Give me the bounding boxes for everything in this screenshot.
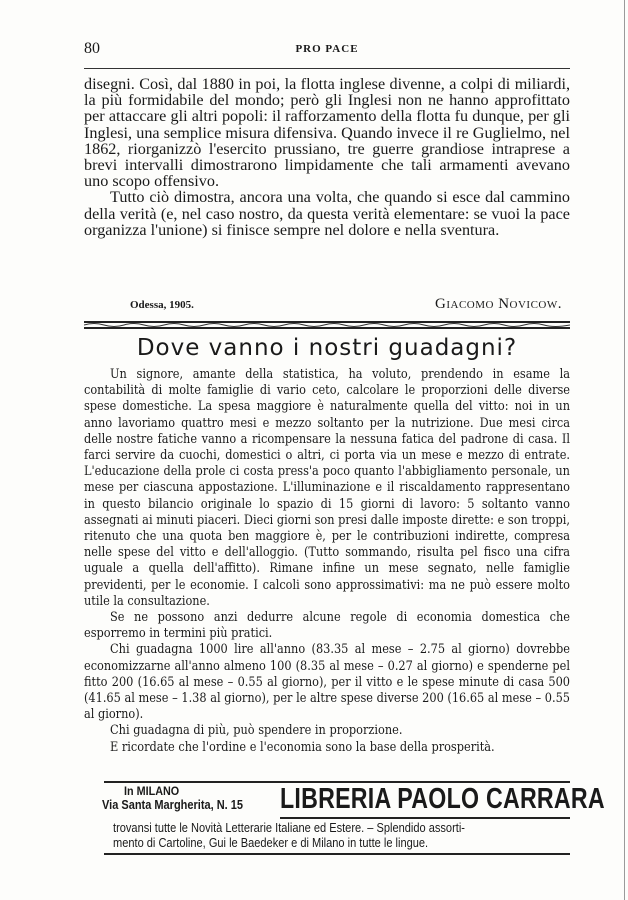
- paragraph: Tutto ciò dimostra, ancora una volta, che quando si esce dal cammino della verità (e, nel caso nostro, da questa verità elementare: se vuoi la pace organizza l'unione) si finisce sempre nel dolore e nella sventura.: [84, 188, 570, 239]
- ad-description-line: mento di Cartoline, Gui le Baedeker e di Milano in tutte le lingue.: [113, 835, 429, 850]
- page-edge-line: [624, 0, 625, 900]
- paragraph: Chi guadagna 1000 lire all'anno (83.35 al mese – 2.75 al giorno) dovrebbe economizzarne all'anno almeno 100 (8.35 al mese – 0.27 al giorno) e spenderne pel fitto 200 (16.65 al mese – 0.55 al giorno), per il vitto e le spese minute di casa 500 (41.65 al mese – 1.38 al giorno), per le altre spese diverse 200 (16.65 al mese – 0.55 al giorno).: [84, 641, 570, 722]
- article-title: Dove vanno i nostri guadagni?: [136, 335, 518, 361]
- signature: [84, 296, 570, 314]
- divider-line-bottom: [84, 327, 570, 329]
- ad-shop-underline: [280, 817, 570, 819]
- page-number: 80: [84, 40, 100, 57]
- running-header: [84, 40, 570, 62]
- place-date: Odessa, 1905.: [130, 299, 194, 311]
- ad-address: Via Santa Margherita, N. 15: [102, 798, 244, 812]
- paragraph: Chi guadagna di più, può spendere in proporzione.: [110, 722, 403, 738]
- header-rule: [84, 68, 570, 69]
- ad-shop-name: LIBRERIA PAOLO CARRARA: [280, 783, 605, 815]
- article-continuation: [84, 76, 570, 238]
- article-body: [84, 366, 570, 755]
- paragraph: Se ne possono anzi dedurre alcune regole di economia domestica che esporremo in termini più pratici.: [84, 609, 570, 641]
- paragraph: Un signore, amante della statistica, ha voluto, prendendo in esame la contabilità di molte famiglie di vario ceto, calcolare le proporzioni delle diverse spese domestiche. La spesa maggiore è naturalmente quella del vitto: noi in un anno lavoriamo quattro mesi e mezzo soltanto per la nutrizione. Due mesi circa delle nostre fatiche vanno a ricompensare la nessuna fatica del padrone di casa. Il farci servire da cuochi, domestici o altri, ci porta via un mese e mezzo di entrate. L'educazione della prole ci costa press'a poco quanto l'abbigliamento personale, un mese per ciascuna appostazione. L'illuminazione e il riscaldamento rappresentano in questo bilancio originale lo spazio di 15 giorni di lavoro: 5 soltanto vanno assegnati ai minuti piaceri. Dieci giorni son presi dalle imposte dirette: e son troppi, ritenuto che una quota ben maggiore è, per le contribuzioni indirette, compresa nelle spese del vitto e dell'alloggio. (Tutto sommando, risulta pel fisco una cifra uguale a quella dell'affitto). Rimane infine un mese segnato, nelle famiglie previdenti, per le economie. I calcoli sono approssimativi: ma ne può essere molto utile la consultazione.: [84, 366, 570, 608]
- ad-city: In MILANO: [124, 784, 180, 798]
- ad-description-line: trovansi tutte le Novità Letterarie Italiane ed Estere. – Splendido assorti-: [113, 820, 465, 835]
- paragraph: disegni. Così, dal 1880 in poi, la flotta inglese divenne, a colpi di miliardi, la più formidabile del mondo; però gli Inglesi non ne hanno approfittato per attaccare gli altri popoli: il rafforzamento della flotta fu dunque, per gli Inglesi, una semplice misura difensiva. Quando invece il re Guglielmo, nel 1862, riorganizzò l'esercito prussiano, tre guerre grandiose intraprese a brevi intervalli dimostrarono limpidamente che tali armamenti avevano uno scopo offensivo.: [84, 75, 570, 191]
- paragraph: E ricordate che l'ordine e l'economia sono la base della prosperità.: [110, 738, 495, 754]
- author-name: Giacomo Novicow.: [435, 296, 562, 312]
- section-divider: [84, 321, 570, 329]
- ad-rule-bottom: [104, 853, 570, 855]
- running-title: PRO PACE: [295, 43, 359, 55]
- ad-description: [113, 820, 513, 850]
